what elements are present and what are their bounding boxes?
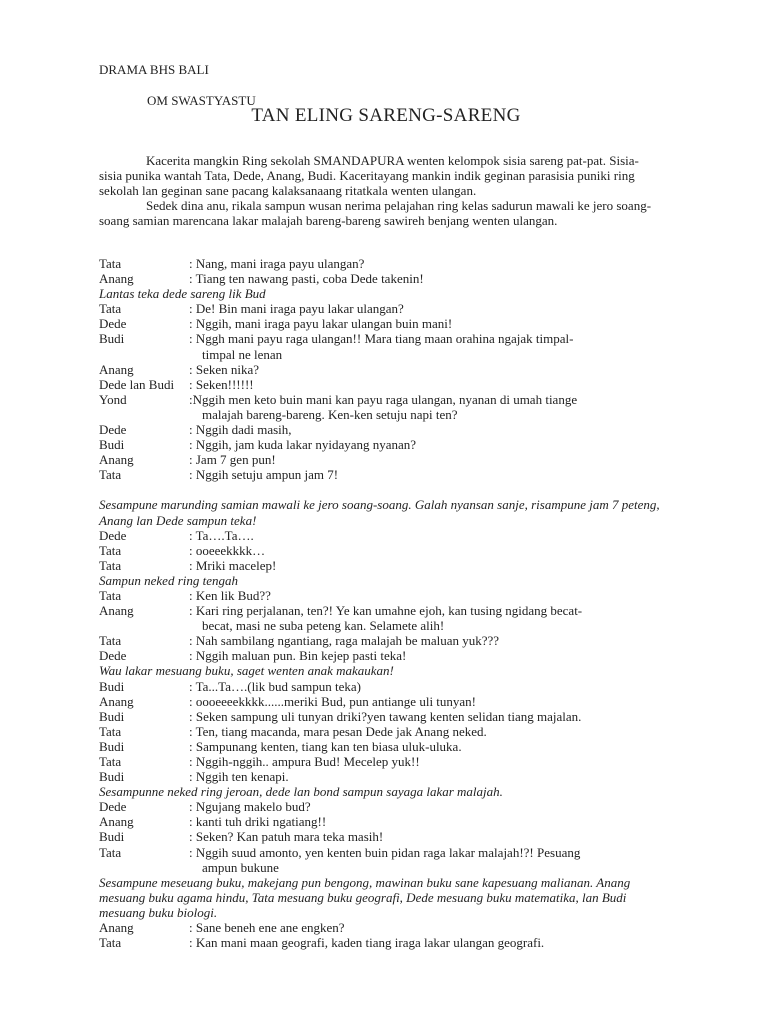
dialogue-line	[99, 679, 669, 694]
dialogue-text-line: : Seken!!!!!!	[189, 376, 254, 392]
speaker-name: Dede	[99, 799, 127, 815]
dialogue-line	[99, 437, 669, 452]
dialogue-text-line: : Seken sampung uli tunyan driki?yen tawang kenten selidan tiang majalan.	[189, 708, 582, 724]
speaker-name: Dede	[99, 422, 127, 438]
dialogue-line	[99, 603, 669, 633]
speaker-name: Anang	[99, 920, 134, 936]
stage-direction: Wau lakar mesuang buku, saget wenten anak makaukan!	[99, 663, 394, 679]
dialogue-text	[189, 271, 669, 286]
dialogue-text	[189, 920, 669, 935]
speaker-name: Anang	[99, 271, 134, 287]
dialogue-text	[189, 558, 669, 573]
dialogue-text	[189, 301, 669, 316]
dialogue-line	[99, 271, 669, 286]
dialogue-text	[189, 392, 669, 422]
dialogue-line	[99, 377, 669, 392]
dialogue-text-line: : Nggih ten kenapi.	[189, 769, 289, 785]
dialogue-text	[189, 603, 669, 633]
speaker-name: Tata	[99, 935, 122, 951]
speaker-name: Anang	[99, 693, 134, 709]
dialogue-text	[189, 331, 669, 361]
dialogue-text	[189, 316, 669, 331]
greeting: OM SWASTYASTU	[147, 93, 256, 108]
dialogue-line	[99, 724, 669, 739]
speaker-name: Tata	[99, 633, 122, 649]
speaker-name: Anang	[99, 603, 134, 619]
dialogue-line	[99, 543, 669, 558]
speaker-name: Budi	[99, 708, 125, 724]
dialogue-text	[189, 528, 669, 543]
dialogue-text-line: : Tiang ten nawang pasti, coba Dede takenin!	[189, 271, 424, 287]
dialogue-text-line: : Mriki macelep!	[189, 557, 277, 573]
dialogue-line	[99, 467, 669, 482]
dialogue-text-line: : Ken lik Bud??	[189, 587, 271, 603]
dialogue-text	[189, 754, 669, 769]
dialogue-text-line: : Ta...Ta….(lik bud sampun teka)	[189, 678, 361, 694]
dialogue-line	[99, 935, 669, 950]
dialogue-text-line: : Ngujang makelo bud?	[189, 799, 311, 815]
document-title: TAN ELING SARENG-SARENG	[251, 105, 521, 126]
speaker-name: Anang	[99, 452, 134, 468]
dialogue-text-line: : Nggih setuju ampun jam 7!	[189, 467, 339, 483]
dialogue-text-line: : Kan mani maan geografi, kaden tiang iraga lakar ulangan geografi.	[189, 935, 545, 951]
dialogue	[99, 256, 669, 950]
dialogue-text-continuation: timpal ne lenan	[202, 346, 283, 362]
stage-direction: Lantas teka dede sareng lik Bud	[99, 286, 266, 302]
dialogue-line	[99, 633, 669, 648]
dialogue-text	[189, 648, 669, 663]
dialogue-line	[99, 829, 669, 844]
intro-paragraph-2	[99, 198, 661, 228]
dialogue-text-continuation: malajah bareng-bareng. Ken-ken setuju napi ten?	[202, 406, 458, 422]
dialogue-text-line: : Nggh mani payu raga ulangan!! Mara tiang maan orahina ngajak timpal-	[189, 331, 574, 347]
dialogue-line	[99, 256, 669, 271]
speaker-name: Budi	[99, 769, 125, 785]
dialogue-text	[189, 452, 669, 467]
speaker-name: Tata	[99, 557, 122, 573]
dialogue-text	[189, 422, 669, 437]
speaker-name: Tata	[99, 467, 122, 483]
dialogue-line	[99, 799, 669, 814]
dialogue-line	[99, 588, 669, 603]
dialogue-line	[99, 845, 669, 875]
dialogue-line	[99, 392, 669, 422]
dialogue-text	[189, 935, 669, 950]
speaker-name: Anang	[99, 361, 134, 377]
dialogue-text	[189, 829, 669, 844]
dialogue-text	[189, 543, 669, 558]
speaker-name: Budi	[99, 437, 125, 453]
dialogue-text-line: : Nggih maluan pun. Bin kejep pasti teka!	[189, 648, 407, 664]
dialogue-text-line: : Ten, tiang macanda, mara pesan Dede jak Anang neked.	[189, 723, 487, 739]
dialogue-text	[189, 769, 669, 784]
dialogue-line	[99, 362, 669, 377]
spacer	[99, 482, 669, 497]
stage-direction: Sesampunne neked ring jeroan, dede lan bond sampun sayaga lakar malajah.	[99, 784, 503, 800]
dialogue-text	[189, 467, 669, 482]
dialogue-text-line: : Sampunang kenten, tiang kan ten biasa uluk-uluka.	[189, 738, 462, 754]
dialogue-text	[189, 633, 669, 648]
intro-text-1: Kacerita mangkin Ring sekolah SMANDAPURA wenten kelompok sisia sareng pat-pat. Sisia-sisia punika wantah Tata, Dede, Anang, Budi. Kaceritayang mankin indik geginan parasisia puniki ring sekolah lan geginan sane pacang kalaksanaang ritatkala wenten ulangan.	[99, 153, 639, 199]
speaker-name: Tata	[99, 301, 122, 317]
dialogue-text	[189, 694, 669, 709]
stage-direction: Sesampune marunding samian mawali ke jero soang-soang. Galah nyansan sanje, risampune jam 7 peteng, Anang lan Dede sampun teka!	[99, 497, 660, 528]
intro-text-2: Sedek dina anu, rikala sampun wusan nerima pelajahan ring kelas sadurun mawali ke jero soang-soang samian marencana lakar malajah bareng-bareng sawireh benjang wenten ulangan.	[99, 198, 652, 229]
dialogue-text	[189, 845, 669, 875]
dialogue-text-line: : Nggih, mani iraga payu lakar ulangan buin mani!	[189, 316, 453, 332]
dialogue-text	[189, 739, 669, 754]
dialogue-line	[99, 558, 669, 573]
dialogue-text	[189, 362, 669, 377]
speaker-name: Budi	[99, 678, 125, 694]
dialogue-text-line: :Nggih men keto buin mani kan payu raga ulangan, nyanan di umah tiange	[189, 391, 578, 407]
dialogue-line	[99, 528, 669, 543]
dialogue-line	[99, 694, 669, 709]
intro-paragraph-1	[99, 153, 661, 199]
dialogue-text-line: : Jam 7 gen pun!	[189, 452, 276, 468]
dialogue-line	[99, 422, 669, 437]
dialogue-text-line: : De! Bin mani iraga payu lakar ulangan?	[189, 301, 404, 317]
speaker-name: Dede lan Budi	[99, 376, 175, 392]
speaker-name: Tata	[99, 587, 122, 603]
dialogue-text-continuation: becat, masi ne suba peteng kan. Selamete alih!	[202, 618, 445, 634]
dialogue-line	[99, 648, 669, 663]
speaker-name: Anang	[99, 814, 134, 830]
speaker-name: Budi	[99, 738, 125, 754]
dialogue-text-line: : Seken? Kan patuh mara teka masih!	[189, 829, 384, 845]
speaker-name: Yond	[99, 391, 127, 407]
speaker-name: Dede	[99, 648, 127, 664]
dialogue-line	[99, 769, 669, 784]
speaker-name: Budi	[99, 829, 125, 845]
dialogue-text	[189, 437, 669, 452]
dialogue-text	[189, 256, 669, 271]
dialogue-line	[99, 920, 669, 935]
dialogue-line	[99, 754, 669, 769]
speaker-name: Budi	[99, 331, 125, 347]
dialogue-text-line: : Nggih-nggih.. ampura Bud! Mecelep yuk!!	[189, 754, 420, 769]
dialogue-line	[99, 316, 669, 331]
dialogue-text-line: : Nang, mani iraga payu ulangan?	[189, 256, 365, 271]
dialogue-text-line: : Nggih dadi masih,	[189, 422, 292, 438]
dialogue-text	[189, 588, 669, 603]
dialogue-text-line: : Seken nika?	[189, 361, 260, 377]
dialogue-text-line: : Ta….Ta….	[189, 527, 254, 543]
dialogue-line	[99, 452, 669, 467]
dialogue-line	[99, 709, 669, 724]
stage-direction: Sesampune meseuang buku, makejang pun bengong, mawinan buku sane kapesuang malianan. Anang mesuang buku agama hindu, Tata mesuang buku geografi, Dede mesuang buku matematika, lan Budi mesuang buku biologi.	[99, 874, 631, 920]
dialogue-line	[99, 739, 669, 754]
speaker-name: Tata	[99, 844, 122, 860]
dialogue-text-line: : oooeeeekkkk......meriki Bud, pun antiange uli tunyan!	[189, 693, 477, 709]
speaker-name: Tata	[99, 542, 122, 558]
dialogue-line	[99, 301, 669, 316]
speaker-name: Dede	[99, 527, 127, 543]
stage-direction: Sampun neked ring tengah	[99, 572, 239, 588]
dialogue-line	[99, 814, 669, 829]
dialogue-line	[99, 331, 669, 361]
dialogue-text	[189, 709, 669, 724]
speaker-name: Tata	[99, 754, 122, 769]
speaker-name: Dede	[99, 316, 127, 332]
dialogue-text-line: : Nggih suud amonto, yen kenten buin pidan raga lakar malajah!?! Pesuang	[189, 844, 581, 860]
speaker-name: Tata	[99, 723, 122, 739]
dialogue-text-line: : Kari ring perjalanan, ten?! Ye kan umahne ejoh, kan tusing ngidang becat-	[189, 603, 583, 619]
dialogue-text-line: : Nggih, jam kuda lakar nyidayang nyanan?	[189, 437, 417, 453]
speaker-name: Tata	[99, 256, 122, 271]
dialogue-text-line: : Sane beneh ene ane engken?	[189, 920, 345, 936]
dialogue-text	[189, 814, 669, 829]
document-label: DRAMA BHS BALI	[99, 62, 209, 77]
dialogue-text-line: : Nah sambilang ngantiang, raga malajah be maluan yuk???	[189, 633, 500, 649]
dialogue-text	[189, 799, 669, 814]
dialogue-text	[189, 377, 669, 392]
dialogue-text-continuation: ampun bukune	[202, 859, 279, 875]
dialogue-text-line: : kanti tuh driki ngatiang!!	[189, 814, 327, 830]
dialogue-text-line: : ooeeekkkk…	[189, 542, 266, 558]
dialogue-text	[189, 679, 669, 694]
dialogue-text	[189, 724, 669, 739]
